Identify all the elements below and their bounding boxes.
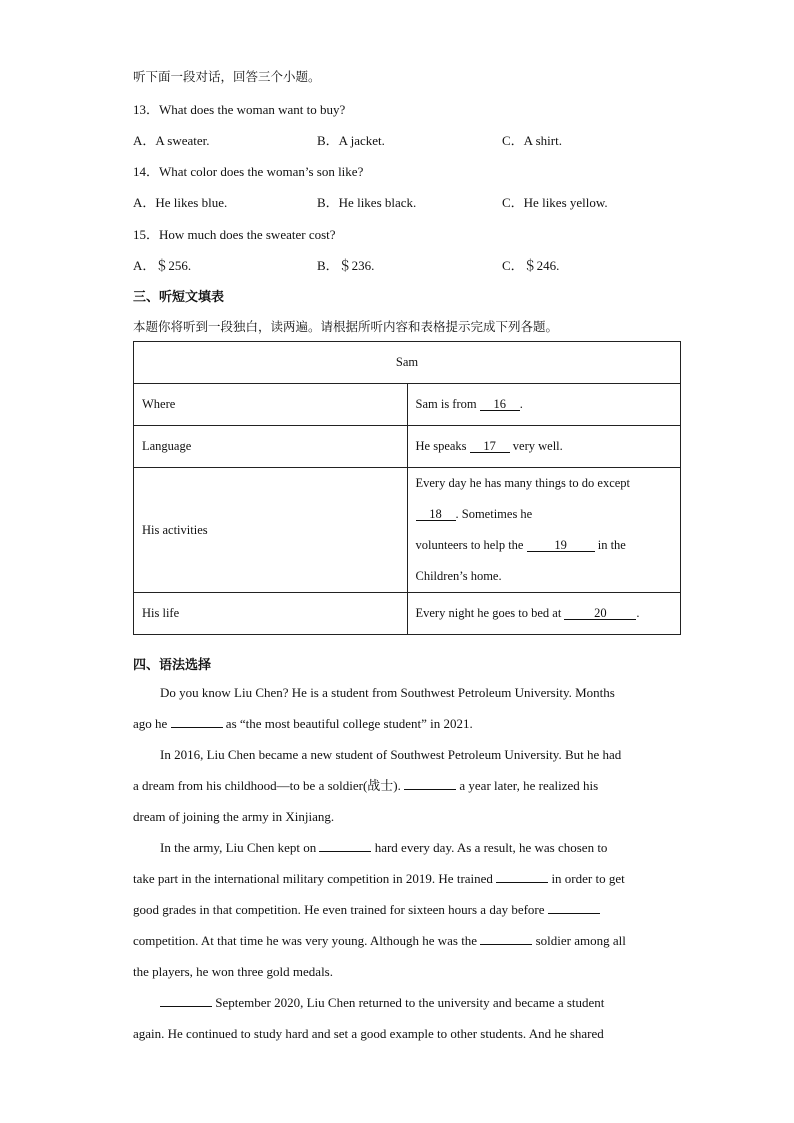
table-row bbox=[134, 468, 681, 593]
question-14: 14．What color does the woman’s son like? bbox=[133, 164, 364, 179]
table-header: Sam bbox=[134, 342, 681, 384]
option-14c: C．He likes yellow. bbox=[502, 195, 608, 210]
row-label: His life bbox=[134, 593, 408, 635]
section3-title: 三、听短文填表 bbox=[133, 290, 225, 305]
row-label: His activities bbox=[134, 468, 408, 593]
blank-25[interactable] bbox=[548, 903, 600, 914]
grammar-passage: Do you know Liu Chen? He is a student from Southwest Petroleum University. Months ago he as “the most beautiful college student” in 2021. In 2016, Liu Chen became a new student of Southwest Petroleum University. But he had a dream from his childhood—to be a soldier(战士). a year later, he realized his dream of joining the army in Xinjiang. In the army, Liu Chen kept on hard every day. As a result, he was chosen to take part in the international military competition in 2019. He trained in order to get good grades in that competition. He even trained for sixteen hours a day before competition. At that time he was very young. Although he was the soldier among all the players, he won three gold medals. September 2020, Liu Chen returned to the university and became a student again. He continued to study hard and set a good example to other students. And he shared bbox=[133, 685, 626, 1041]
blank-19[interactable]: 19 bbox=[527, 539, 595, 552]
section3-instruction: 本题你将听到一段独白，读两遍。请根据所听内容和表格提示完成下列各题。 bbox=[133, 319, 559, 334]
blank-21[interactable] bbox=[171, 717, 223, 728]
blank-26[interactable] bbox=[480, 934, 532, 945]
option-15a: A．＄256. bbox=[133, 258, 192, 273]
option-15c: C．＄246. bbox=[502, 258, 560, 273]
option-14a: A．He likes blue. bbox=[133, 195, 228, 210]
blank-23[interactable] bbox=[319, 841, 371, 852]
option-15b: B．＄236. bbox=[317, 258, 375, 273]
row-content: Sam is from 16 . bbox=[407, 384, 681, 426]
blank-22[interactable] bbox=[404, 779, 456, 790]
blank-24[interactable] bbox=[496, 872, 548, 883]
option-13b: B．A jacket. bbox=[317, 133, 385, 148]
fill-table bbox=[133, 341, 681, 635]
row-label: Language bbox=[134, 426, 408, 468]
question-13: 13．What does the woman want to buy? bbox=[133, 102, 346, 117]
blank-18[interactable]: 18 bbox=[416, 508, 456, 521]
row-content: Every night he goes to bed at 20 . bbox=[407, 593, 681, 635]
blank-20[interactable]: 20 bbox=[564, 607, 636, 620]
table-row bbox=[134, 426, 681, 468]
question-15: 15．How much does the sweater cost? bbox=[133, 227, 336, 242]
option-13c: C．A shirt. bbox=[502, 133, 562, 148]
blank-17[interactable]: 17 bbox=[470, 440, 510, 453]
row-content: He speaks 17 very well. bbox=[407, 426, 681, 468]
listening-intro: 听下面一段对话，回答三个小题。 bbox=[133, 69, 321, 84]
row-label: Where bbox=[134, 384, 408, 426]
option-14b: B．He likes black. bbox=[317, 195, 417, 210]
table-header-row bbox=[134, 342, 681, 384]
blank-27[interactable] bbox=[160, 996, 212, 1007]
section4-title: 四、语法选择 bbox=[133, 658, 212, 673]
table-row bbox=[134, 593, 681, 635]
option-13a: A．A sweater. bbox=[133, 133, 210, 148]
blank-16[interactable]: 16 bbox=[480, 398, 520, 411]
row-content: Every day he has many things to do except 18 . Sometimes he volunteers to help the 19 in the Children’s home. bbox=[407, 468, 681, 593]
table-row bbox=[134, 384, 681, 426]
